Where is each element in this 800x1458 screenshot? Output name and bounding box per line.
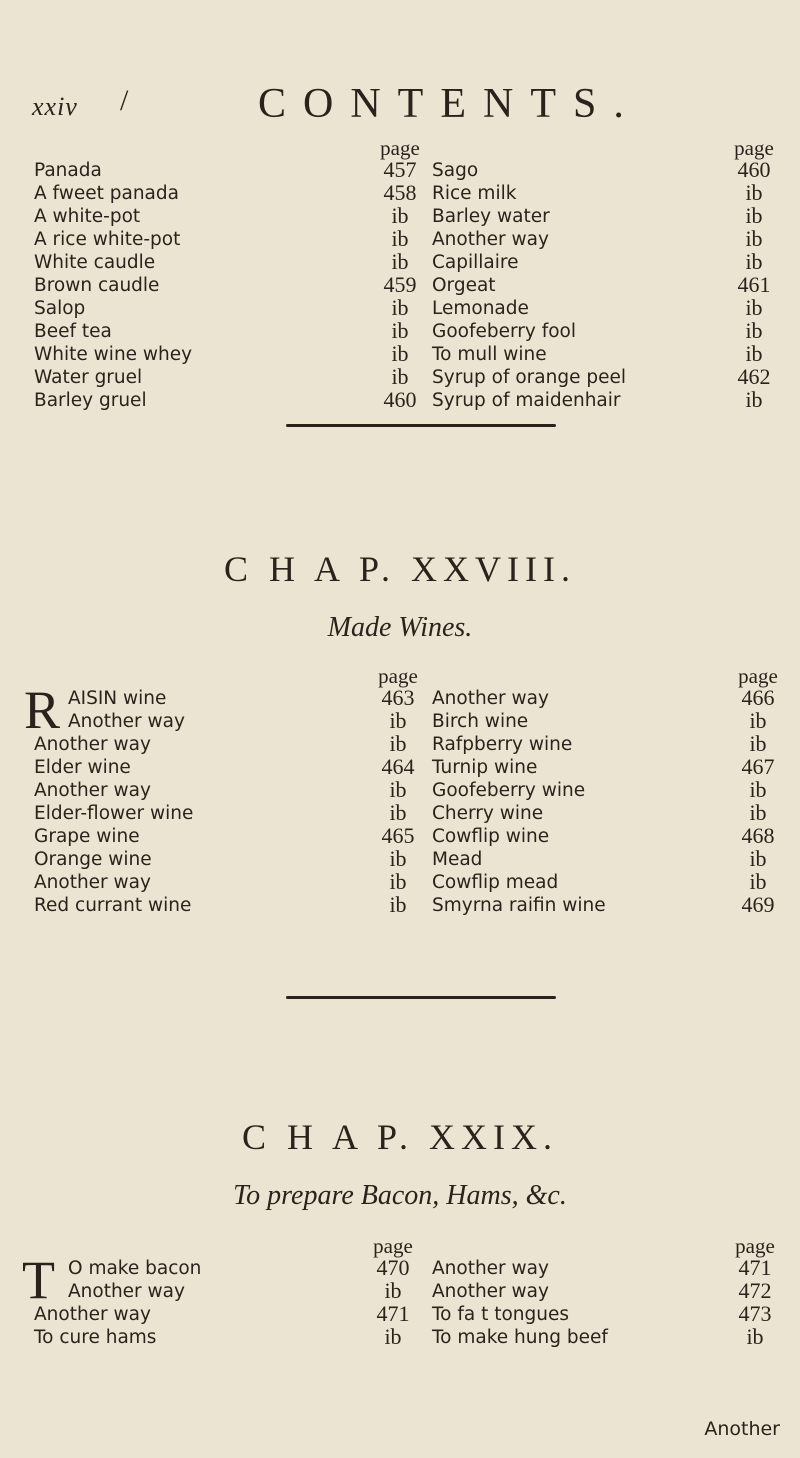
toc-page-left: ib xyxy=(389,869,407,894)
toc-page-right: 468 xyxy=(741,823,775,848)
toc-page-right: 472 xyxy=(738,1278,772,1303)
toc-entry-right: Another way xyxy=(432,1258,549,1279)
toc-entry-left: A rice white-pot xyxy=(34,229,181,250)
toc-page-right: ib xyxy=(749,708,767,733)
toc-page-left: ib xyxy=(389,708,407,733)
toc-page-right: ib xyxy=(749,731,767,756)
toc-entry-right: Goofeberry fool xyxy=(432,321,576,342)
toc-entry-right: Turnip wine xyxy=(432,757,538,778)
toc-entry-right: Rafpberry wine xyxy=(432,734,573,755)
head-mark: / xyxy=(120,84,129,117)
toc-entry-left: Another way xyxy=(34,780,151,801)
toc-entry-right: Smyrna raifin wine xyxy=(432,895,606,916)
toc-entry-right: Mead xyxy=(432,849,483,870)
toc-row xyxy=(0,387,800,413)
toc-row xyxy=(0,892,800,918)
toc-page-left: 470 xyxy=(376,1255,410,1280)
toc-page-left: ib xyxy=(389,800,407,825)
toc-entry-right: Barley water xyxy=(432,206,550,227)
toc-entry-left: Panada xyxy=(34,160,102,181)
page-column-header-left: page xyxy=(378,664,418,688)
toc-entry-right: Syrup of maidenhair xyxy=(432,390,621,411)
toc-entry-left: Another way xyxy=(68,1281,185,1302)
toc-entry-right: Birch wine xyxy=(432,711,529,732)
toc-entry-right: Sago xyxy=(432,160,479,181)
toc-entry-right: Lemonade xyxy=(432,298,529,319)
toc-page-right: ib xyxy=(745,295,763,320)
toc-page-left: 465 xyxy=(381,823,415,848)
running-head xyxy=(0,80,800,130)
toc-page-right: ib xyxy=(745,387,763,412)
toc-entry-right: Cherry wine xyxy=(432,803,544,824)
folio: xxiv xyxy=(32,92,78,121)
toc-entry-left: AISIN wine xyxy=(68,688,167,709)
toc-page-left: ib xyxy=(391,364,409,389)
toc-entry-right: Syrup of orange peel xyxy=(432,367,626,388)
toc-page-right: 460 xyxy=(737,157,771,182)
toc-page-right: ib xyxy=(749,869,767,894)
toc-page-right: ib xyxy=(749,846,767,871)
toc-entry-left: Another way xyxy=(68,711,185,732)
toc-entry-right: Cowflip mead xyxy=(432,872,559,893)
toc-page-left: 457 xyxy=(383,157,417,182)
toc-entry-left: Elder-flower wine xyxy=(34,803,194,824)
toc-entry-right: Rice milk xyxy=(432,183,517,204)
toc-page-right: 473 xyxy=(738,1301,772,1326)
page-title: CONTENTS. xyxy=(258,81,641,127)
toc-page-right: ib xyxy=(746,1324,764,1349)
toc-entry-right: Cowflip wine xyxy=(432,826,550,847)
toc-page-left: ib xyxy=(384,1278,402,1303)
toc-entry-right: Another way xyxy=(432,1281,549,1302)
section-divider-1 xyxy=(286,424,556,427)
toc-page-right: ib xyxy=(749,800,767,825)
page-column-header-left: page xyxy=(373,1234,413,1258)
toc-entry-left: To cure hams xyxy=(34,1327,157,1348)
toc-entry-left: Barley gruel xyxy=(34,390,147,411)
toc-page-left: 471 xyxy=(376,1301,410,1326)
toc-section-1 xyxy=(0,138,800,413)
toc-entry-left: Another way xyxy=(34,1304,151,1325)
toc-row xyxy=(0,1324,800,1350)
toc-page-right: 471 xyxy=(738,1255,772,1280)
toc-page-right: 462 xyxy=(737,364,771,389)
toc-page-right: 466 xyxy=(741,685,775,710)
toc-entry-right: To make hung beef xyxy=(432,1327,608,1348)
toc-page-right: 469 xyxy=(741,892,775,917)
toc-page-left: ib xyxy=(384,1324,402,1349)
toc-page-left: ib xyxy=(391,203,409,228)
toc-page-left: ib xyxy=(391,226,409,251)
page-column-header-right: page xyxy=(735,1234,775,1258)
toc-entry-right: Another way xyxy=(432,688,549,709)
chapter-28-title: C H A P. XXVIII. xyxy=(223,549,577,589)
toc-page-left: ib xyxy=(389,892,407,917)
toc-entry-left: Grape wine xyxy=(34,826,140,847)
toc-entry-left: Beef tea xyxy=(34,321,112,342)
toc-entry-right: Another way xyxy=(432,229,549,250)
toc-page-right: ib xyxy=(749,777,767,802)
toc-entry-left: Salop xyxy=(34,298,86,319)
toc-page-left: 464 xyxy=(381,754,415,779)
toc-entry-left: Elder wine xyxy=(34,757,131,778)
toc-page-left: ib xyxy=(391,341,409,366)
toc-page-right: ib xyxy=(745,226,763,251)
toc-entry-left: Red currant wine xyxy=(34,895,192,916)
toc-page-left: ib xyxy=(389,777,407,802)
toc-page-right: ib xyxy=(745,203,763,228)
page-column-header-right: page xyxy=(734,136,774,160)
drop-cap: T xyxy=(22,1250,55,1310)
catchword: Another xyxy=(704,1418,780,1440)
toc-entry-right: Goofeberry wine xyxy=(432,780,586,801)
toc-entry-left: Another way xyxy=(34,872,151,893)
page-column-header-right: page xyxy=(738,664,778,688)
toc-entry-left: White caudle xyxy=(34,252,156,273)
toc-entry-left: O make bacon xyxy=(68,1258,202,1279)
toc-entry-left: Another way xyxy=(34,734,151,755)
toc-page-right: ib xyxy=(745,341,763,366)
toc-page-left: ib xyxy=(391,318,409,343)
toc-entry-left: A white-pot xyxy=(34,206,141,227)
toc-page-left: 458 xyxy=(383,180,417,205)
chapter-29-subtitle: To prepare Bacon, Hams, &c. xyxy=(233,1180,567,1211)
toc-entry-left: A fweet panada xyxy=(34,183,179,204)
drop-cap: R xyxy=(24,680,61,740)
toc-page-left: ib xyxy=(391,295,409,320)
toc-chapter-29 xyxy=(0,1236,800,1350)
toc-page-right: ib xyxy=(745,180,763,205)
chapter-29-title: C H A P. XXIX. xyxy=(241,1117,559,1157)
toc-entry-left: Brown caudle xyxy=(34,275,160,296)
toc-entry-right: Orgeat xyxy=(432,275,496,296)
toc-page-left: ib xyxy=(389,731,407,756)
toc-entry-left: White wine whey xyxy=(34,344,193,365)
section-divider-2 xyxy=(286,996,556,999)
toc-entry-right: To mull wine xyxy=(432,344,547,365)
toc-page-right: 467 xyxy=(741,754,775,779)
toc-page-right: 461 xyxy=(737,272,771,297)
toc-entry-right: Capillaire xyxy=(432,252,519,273)
toc-chapter-28 xyxy=(0,666,800,918)
toc-entry-left: Water gruel xyxy=(34,367,143,388)
toc-page-left: 459 xyxy=(383,272,417,297)
toc-entry-left: Orange wine xyxy=(34,849,152,870)
chapter-28-subtitle: Made Wines. xyxy=(327,612,473,643)
page-column-header-left: page xyxy=(380,136,420,160)
toc-entry-right: To fa t tongues xyxy=(432,1304,570,1325)
toc-page-left: ib xyxy=(391,249,409,274)
toc-page-left: 463 xyxy=(381,685,415,710)
toc-page-left: ib xyxy=(389,846,407,871)
toc-page-right: ib xyxy=(745,249,763,274)
toc-page-left: 460 xyxy=(383,387,417,412)
toc-page-right: ib xyxy=(745,318,763,343)
